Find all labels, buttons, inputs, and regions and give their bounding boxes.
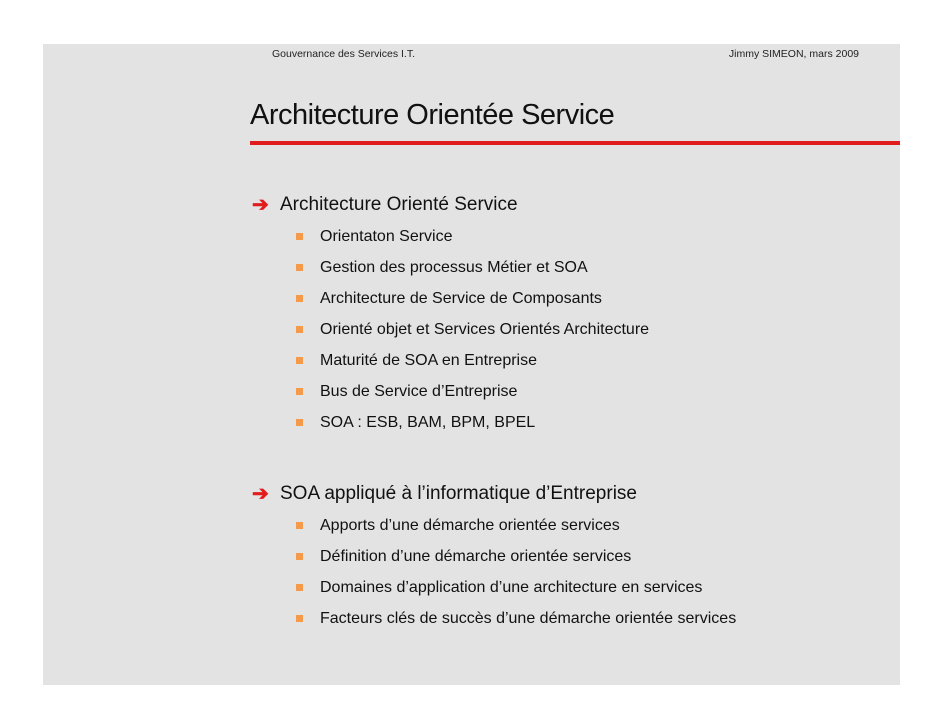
section-label: Architecture Orienté Service bbox=[280, 194, 518, 215]
list-item bbox=[252, 314, 649, 345]
slide-title: Architecture Orientée Service bbox=[250, 99, 615, 131]
list-item-label: Architecture de Service de Composants bbox=[320, 289, 602, 307]
square-bullet-icon bbox=[296, 326, 303, 333]
list-item bbox=[252, 345, 649, 376]
list-item-label: Orienté objet et Services Orientés Architecture bbox=[320, 320, 650, 338]
square-bullet-icon bbox=[296, 295, 303, 302]
square-bullet-icon bbox=[296, 419, 303, 426]
list-item bbox=[252, 541, 736, 572]
section-enterprise-soa bbox=[252, 480, 736, 634]
square-bullet-icon bbox=[296, 388, 303, 395]
square-bullet-icon bbox=[296, 615, 303, 622]
list-item bbox=[252, 407, 649, 438]
list-item bbox=[252, 376, 649, 407]
section-label: SOA appliqué à l’informatique d’Entreprise bbox=[280, 483, 637, 504]
header-author-date: Jimmy SIMEON, mars 2009 bbox=[728, 48, 859, 60]
slide bbox=[43, 44, 900, 685]
section-heading bbox=[252, 191, 649, 219]
list-item-label: Maturité de SOA en Entreprise bbox=[320, 351, 537, 369]
right-arrow-icon: ➔ bbox=[252, 483, 269, 505]
list-item-label: Domaines d’application d’une architecture en services bbox=[320, 578, 703, 596]
list-item bbox=[252, 221, 649, 252]
list-item bbox=[252, 510, 736, 541]
list-item-label: Facteurs clés de succès d’une démarche orientée services bbox=[320, 609, 737, 627]
list-item bbox=[252, 572, 736, 603]
list-item bbox=[252, 603, 736, 634]
square-bullet-icon bbox=[296, 584, 303, 591]
list-item-label: Orientaton Service bbox=[320, 227, 453, 245]
bullet-list bbox=[252, 221, 649, 438]
square-bullet-icon bbox=[296, 264, 303, 271]
list-item-label: Apports d’une démarche orientée services bbox=[320, 516, 620, 534]
list-item bbox=[252, 283, 649, 314]
section-architecture bbox=[252, 191, 649, 438]
list-item-label: SOA : ESB, BAM, BPM, BPEL bbox=[320, 413, 536, 431]
list-item-label: Bus de Service d’Entreprise bbox=[320, 382, 518, 400]
square-bullet-icon bbox=[296, 233, 303, 240]
right-arrow-icon: ➔ bbox=[252, 194, 269, 216]
list-item-label: Définition d’une démarche orientée services bbox=[320, 547, 632, 565]
header-course-title: Gouvernance des Services I.T. bbox=[272, 48, 415, 60]
list-item-label: Gestion des processus Métier et SOA bbox=[320, 258, 588, 276]
square-bullet-icon bbox=[296, 553, 303, 560]
square-bullet-icon bbox=[296, 357, 303, 364]
title-underline bbox=[250, 141, 900, 145]
section-heading bbox=[252, 480, 736, 508]
bullet-list bbox=[252, 510, 736, 634]
square-bullet-icon bbox=[296, 522, 303, 529]
list-item bbox=[252, 252, 649, 283]
